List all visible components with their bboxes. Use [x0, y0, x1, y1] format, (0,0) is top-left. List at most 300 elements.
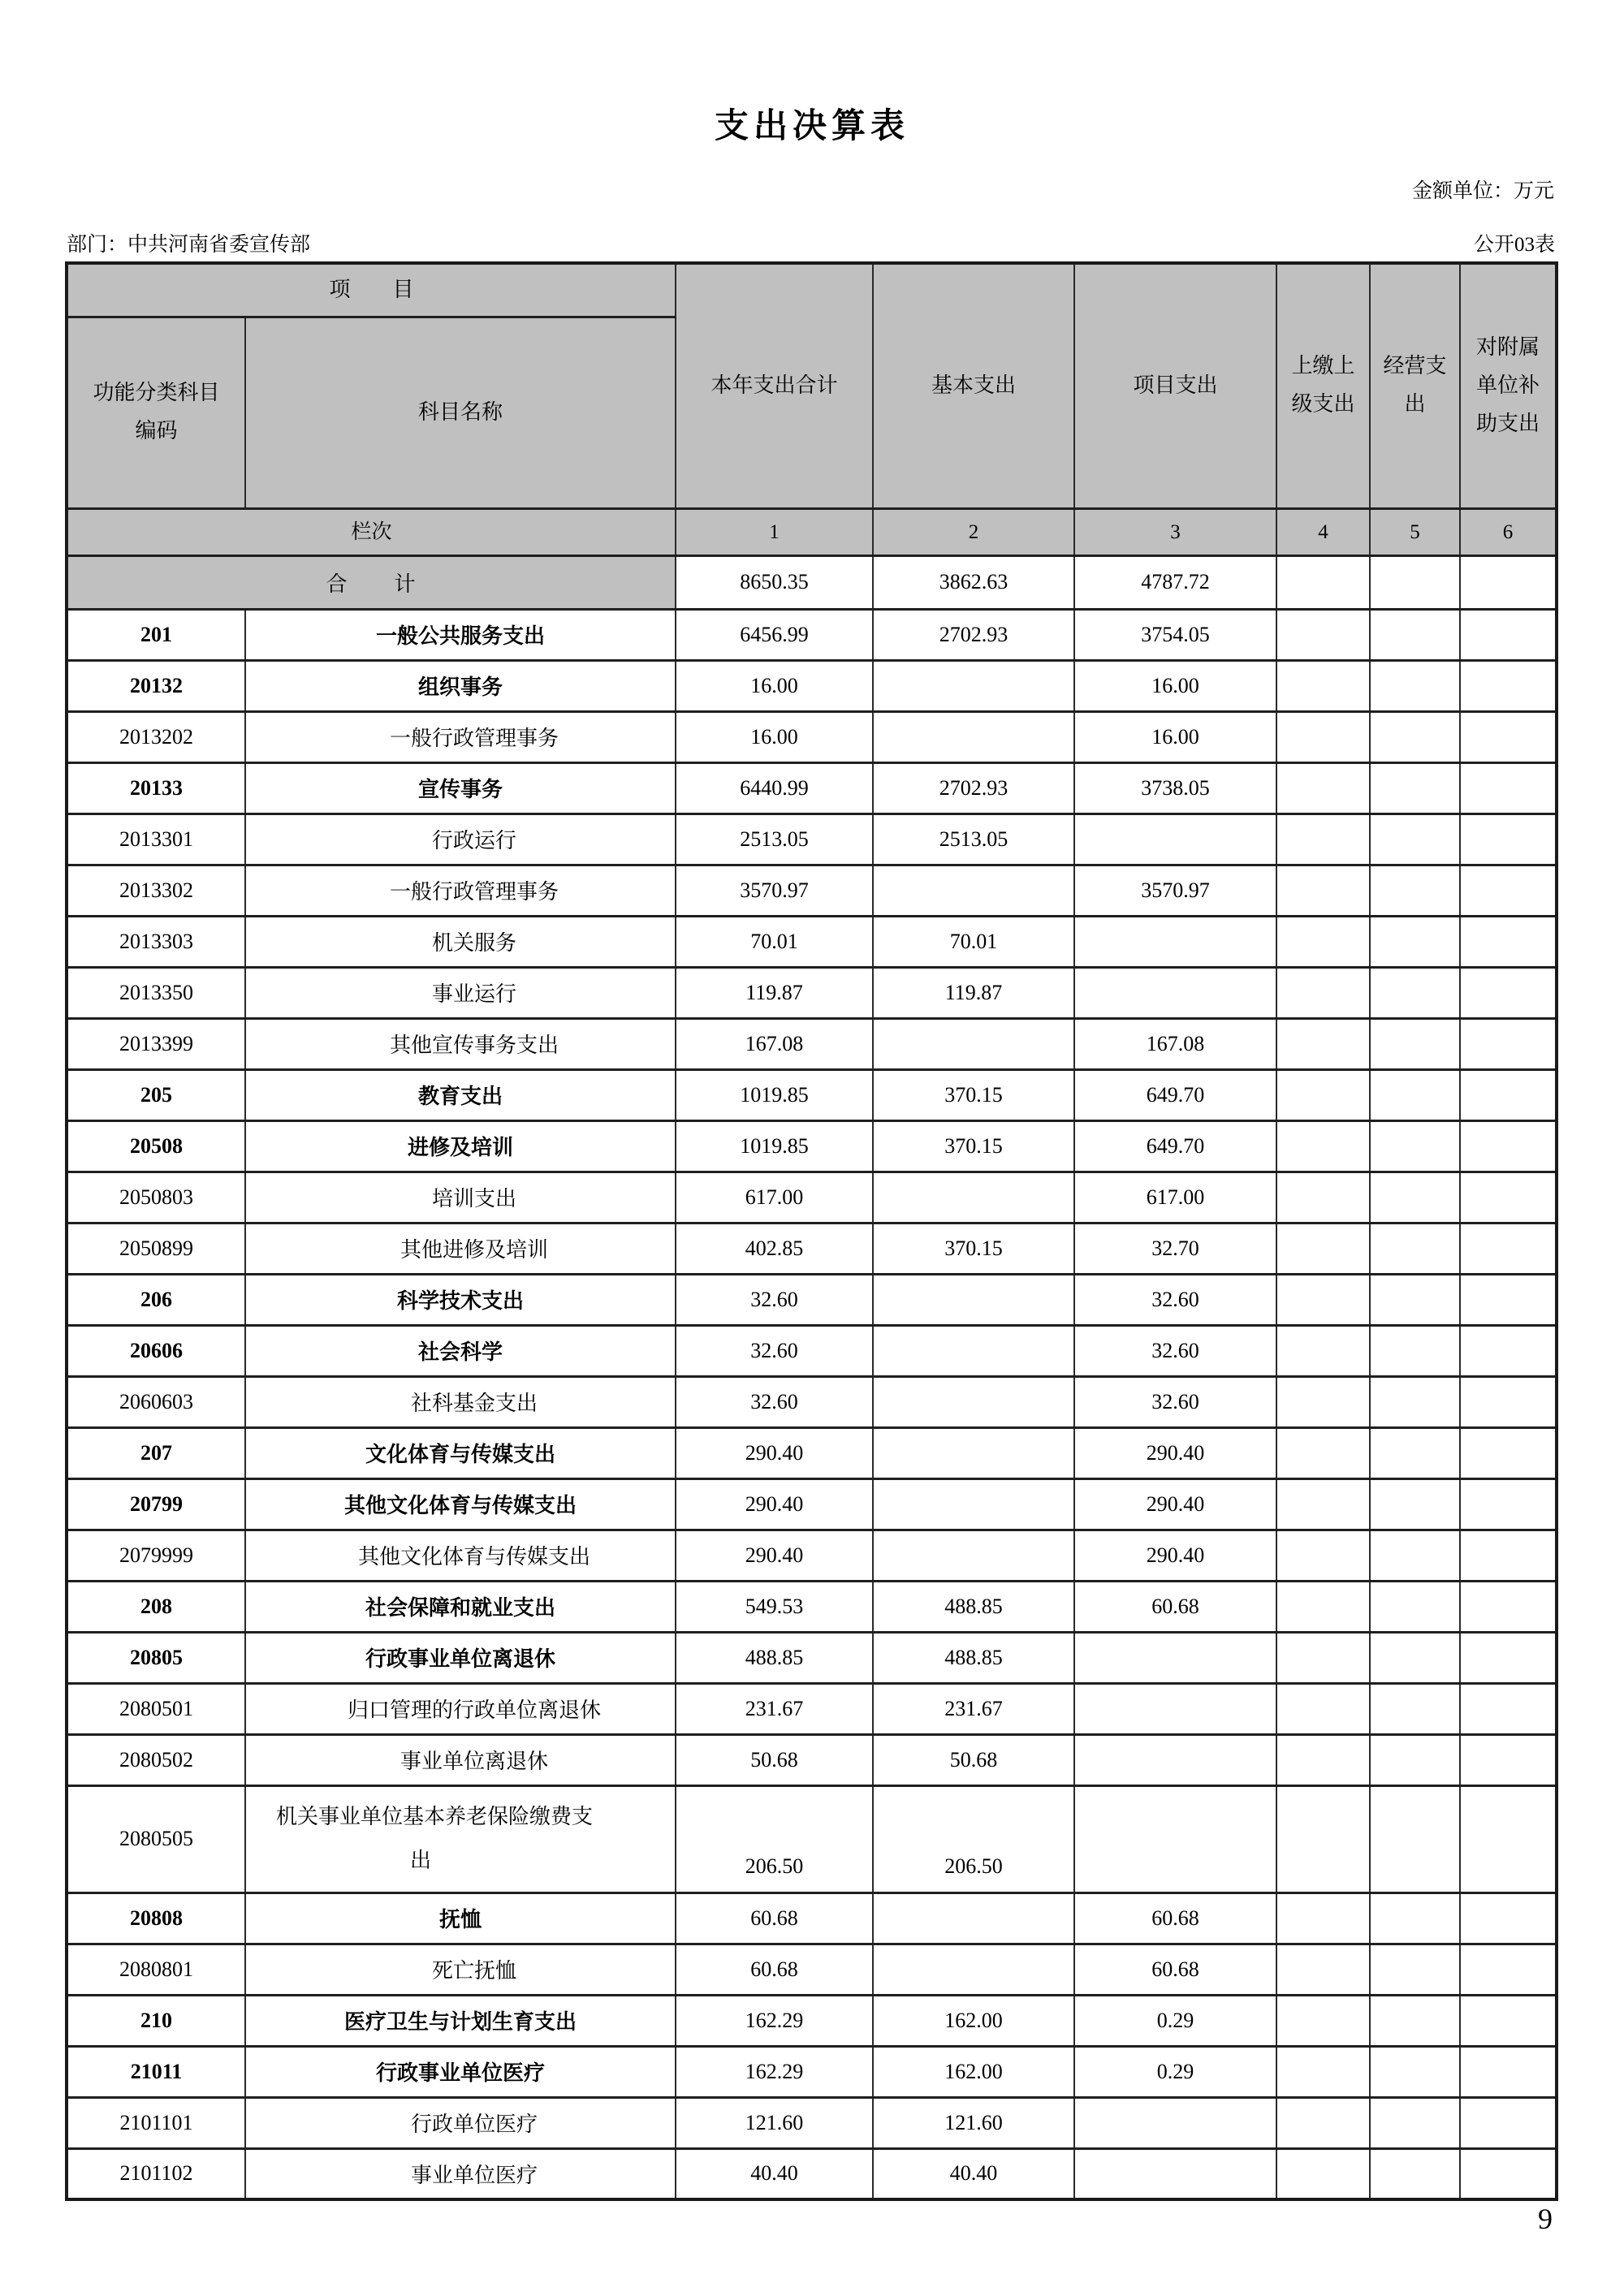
row-value — [1276, 1478, 1370, 1530]
row-value — [1276, 1683, 1370, 1734]
row-name: 机关服务 — [432, 931, 517, 955]
row-code: 206 — [67, 1274, 245, 1325]
row-value — [1460, 1530, 1557, 1581]
row-name: 事业运行 — [432, 982, 517, 1006]
row-value — [1276, 1069, 1370, 1120]
row-value: 32.60 — [676, 1325, 873, 1376]
row-value: 60.68 — [676, 1944, 873, 1995]
row-value — [1276, 1274, 1370, 1325]
row-value — [873, 1325, 1074, 1376]
row-value: 32.60 — [1074, 1274, 1276, 1325]
row-name: 科学技术支出 — [397, 1289, 525, 1313]
row-value — [1276, 2046, 1370, 2097]
row-value — [1370, 2097, 1460, 2148]
row-value — [1460, 1734, 1557, 1785]
header-name-label: 科目名称 — [245, 317, 676, 508]
table-row — [67, 2097, 1557, 2148]
table-row — [67, 814, 1557, 865]
row-value: 32.60 — [1074, 1376, 1276, 1427]
table-row — [67, 1274, 1557, 1325]
row-value: 70.01 — [676, 916, 873, 967]
row-name: 培训支出 — [432, 1187, 517, 1211]
table-row — [67, 1530, 1557, 1581]
row-value: 32.60 — [676, 1274, 873, 1325]
row-value — [873, 1376, 1074, 1427]
row-code: 207 — [67, 1427, 245, 1478]
row-value — [1460, 1944, 1557, 1995]
row-value: 290.40 — [1074, 1478, 1276, 1530]
total-value — [1276, 555, 1370, 609]
row-value: 6456.99 — [676, 609, 873, 660]
row-name: 教育支出 — [418, 1085, 503, 1108]
table-row — [67, 609, 1557, 660]
row-value: 16.00 — [1074, 711, 1276, 762]
total-row — [67, 555, 1557, 609]
row-value — [1276, 814, 1370, 865]
row-value: 3570.97 — [1074, 865, 1276, 916]
row-value — [873, 1018, 1074, 1069]
row-name: 其他文化体育与传媒支出 — [358, 1545, 591, 1569]
row-value — [1276, 609, 1370, 660]
row-code: 2050899 — [67, 1223, 245, 1274]
header-col-total: 本年支出合计 — [676, 263, 873, 508]
row-value — [1460, 2046, 1557, 2097]
row-name: 医疗卫生与计划生育支出 — [344, 2010, 577, 2034]
row-code: 2080502 — [67, 1734, 245, 1785]
row-value — [1276, 1892, 1370, 1944]
row-value: 488.85 — [873, 1581, 1074, 1632]
row-value — [1276, 1581, 1370, 1632]
table-row — [67, 1223, 1557, 1274]
header-col-subsidy: 对附属单位补助支出 — [1460, 263, 1557, 508]
row-value — [1276, 2148, 1370, 2199]
row-value: 119.87 — [873, 967, 1074, 1018]
row-code: 21011 — [67, 2046, 245, 2097]
row-name: 行政单位医疗 — [411, 2113, 538, 2136]
table-row — [67, 1120, 1557, 1172]
row-value: 60.68 — [1074, 1944, 1276, 1995]
row-value — [1370, 1274, 1460, 1325]
row-code: 2013303 — [67, 916, 245, 967]
row-value: 1019.85 — [676, 1120, 873, 1172]
row-value — [1370, 1785, 1460, 1892]
row-code: 205 — [67, 1069, 245, 1120]
row-value — [1370, 1581, 1460, 1632]
row-name: 宣传事务 — [418, 778, 503, 801]
row-value — [1276, 1427, 1370, 1478]
table-row — [67, 1785, 1557, 1892]
row-value — [1074, 814, 1276, 865]
row-value — [873, 1530, 1074, 1581]
row-value: 290.40 — [1074, 1427, 1276, 1478]
row-name: 其他宣传事务支出 — [390, 1034, 559, 1057]
table-row — [67, 1581, 1557, 1632]
table-row — [67, 2148, 1557, 2199]
row-name: 一般公共服务支出 — [376, 624, 546, 648]
row-code: 2080501 — [67, 1683, 245, 1734]
row-value — [1460, 1892, 1557, 1944]
row-value: 231.67 — [873, 1683, 1074, 1734]
row-value: 16.00 — [1074, 660, 1276, 711]
row-value — [1370, 1995, 1460, 2046]
row-value — [873, 1944, 1074, 1995]
table-row — [67, 1683, 1557, 1734]
row-value — [1460, 2097, 1557, 2148]
row-name: 其他进修及培训 — [400, 1238, 549, 1262]
row-value: 32.60 — [1074, 1325, 1276, 1376]
row-value: 488.85 — [873, 1632, 1074, 1683]
row-value — [1460, 1376, 1557, 1427]
row-code: 20805 — [67, 1632, 245, 1683]
row-name: 行政事业单位医疗 — [376, 2061, 546, 2085]
row-value — [1370, 711, 1460, 762]
row-value — [1370, 609, 1460, 660]
row-value — [1370, 814, 1460, 865]
row-value — [1370, 1376, 1460, 1427]
row-name: 一般行政管理事务 — [390, 880, 559, 904]
row-value — [1370, 1734, 1460, 1785]
row-value — [873, 1478, 1074, 1530]
row-value — [1460, 1785, 1557, 1892]
table-row — [67, 1892, 1557, 1944]
row-code: 2013302 — [67, 865, 245, 916]
row-value — [1370, 916, 1460, 967]
row-value — [1074, 1683, 1276, 1734]
row-value: 121.60 — [873, 2097, 1074, 2148]
row-value: 162.00 — [873, 2046, 1074, 2097]
row-value — [1460, 1069, 1557, 1120]
row-value: 32.60 — [676, 1376, 873, 1427]
row-value: 0.29 — [1074, 1995, 1276, 2046]
row-value — [1460, 1274, 1557, 1325]
total-label: 合 计 — [67, 555, 676, 609]
row-code: 2050803 — [67, 1172, 245, 1223]
row-value: 60.68 — [676, 1892, 873, 1944]
row-value — [1370, 1018, 1460, 1069]
row-value: 649.70 — [1074, 1069, 1276, 1120]
row-value: 60.68 — [1074, 1892, 1276, 1944]
row-name: 机关事业单位基本养老保险缴费支出 — [275, 1805, 593, 1872]
total-value: 4787.72 — [1074, 555, 1276, 609]
row-name: 社会科学 — [418, 1340, 503, 1364]
row-code: 20799 — [67, 1478, 245, 1530]
row-name: 行政运行 — [432, 829, 517, 852]
row-value — [1276, 1172, 1370, 1223]
row-value — [1370, 865, 1460, 916]
table-row — [67, 1478, 1557, 1530]
row-name: 社会保障和就业支出 — [365, 1596, 556, 1620]
row-code: 2080505 — [67, 1785, 245, 1892]
row-value — [1074, 1785, 1276, 1892]
row-value: 488.85 — [676, 1632, 873, 1683]
row-value: 60.68 — [1074, 1581, 1276, 1632]
table-row — [67, 1172, 1557, 1223]
row-value — [1460, 1632, 1557, 1683]
row-value — [1276, 865, 1370, 916]
row-name: 组织事务 — [418, 675, 503, 699]
table-row — [67, 1944, 1557, 1995]
row-code: 2101101 — [67, 2097, 245, 2148]
row-value — [1460, 1683, 1557, 1734]
row-code: 20132 — [67, 660, 245, 711]
row-value — [1460, 660, 1557, 711]
table-row — [67, 1734, 1557, 1785]
row-value — [1460, 2148, 1557, 2199]
row-code: 20808 — [67, 1892, 245, 1944]
row-name: 死亡抚恤 — [432, 1959, 517, 1983]
row-code: 2013399 — [67, 1018, 245, 1069]
department-line — [67, 228, 1555, 257]
header-row-top — [67, 263, 1557, 317]
header-col-upper: 上缴上级支出 — [1276, 263, 1370, 508]
row-value — [873, 865, 1074, 916]
row-value — [1276, 1734, 1370, 1785]
row-value — [1074, 1632, 1276, 1683]
row-value — [1370, 2148, 1460, 2199]
row-code: 2060603 — [67, 1376, 245, 1427]
row-value — [1074, 2148, 1276, 2199]
row-name: 进修及培训 — [408, 1136, 514, 1159]
row-value — [873, 1172, 1074, 1223]
row-value: 206.50 — [873, 1785, 1074, 1892]
row-value — [1460, 865, 1557, 916]
row-value — [1276, 1995, 1370, 2046]
row-value: 290.40 — [676, 1530, 873, 1581]
row-value — [1460, 967, 1557, 1018]
row-value — [1460, 1478, 1557, 1530]
row-value: 121.60 — [676, 2097, 873, 2148]
row-value — [1370, 1683, 1460, 1734]
row-value — [1074, 2097, 1276, 2148]
header-code-label: 功能分类科目编码 — [67, 317, 245, 508]
expenditure-table — [65, 261, 1558, 2201]
row-value: 40.40 — [873, 2148, 1074, 2199]
row-value — [1370, 1069, 1460, 1120]
row-value — [1460, 1427, 1557, 1478]
row-value — [1370, 2046, 1460, 2097]
row-value — [1276, 1223, 1370, 1274]
row-value: 3738.05 — [1074, 762, 1276, 814]
row-value: 6440.99 — [676, 762, 873, 814]
row-value — [1460, 1018, 1557, 1069]
row-value: 3754.05 — [1074, 609, 1276, 660]
lanci-label: 栏次 — [67, 508, 676, 555]
row-code: 208 — [67, 1581, 245, 1632]
row-value: 3570.97 — [676, 865, 873, 916]
row-value — [1370, 1223, 1460, 1274]
row-value — [1276, 762, 1370, 814]
column-index: 4 — [1276, 508, 1370, 555]
row-value: 370.15 — [873, 1069, 1074, 1120]
row-code: 2101102 — [67, 2148, 245, 2199]
row-value — [1370, 1172, 1460, 1223]
row-value — [1460, 1120, 1557, 1172]
page-number: 9 — [1538, 2203, 1553, 2235]
row-value: 2513.05 — [873, 814, 1074, 865]
row-value — [1370, 1944, 1460, 1995]
row-value — [1460, 1995, 1557, 2046]
row-value: 2702.93 — [873, 609, 1074, 660]
row-code: 2080801 — [67, 1944, 245, 1995]
table-row — [67, 2046, 1557, 2097]
table-row — [67, 967, 1557, 1018]
row-code: 2013350 — [67, 967, 245, 1018]
row-value: 16.00 — [676, 660, 873, 711]
table-row — [67, 711, 1557, 762]
header-col-operating: 经营支出 — [1370, 263, 1460, 508]
row-value: 649.70 — [1074, 1120, 1276, 1172]
header-col-project: 项目支出 — [1074, 263, 1276, 508]
row-value — [1276, 916, 1370, 967]
total-value — [1460, 555, 1557, 609]
row-value — [1276, 1018, 1370, 1069]
row-name: 社科基金支出 — [411, 1392, 538, 1415]
row-code: 20508 — [67, 1120, 245, 1172]
row-value — [1276, 1376, 1370, 1427]
table-row — [67, 1376, 1557, 1427]
row-value — [1370, 1325, 1460, 1376]
row-value: 162.00 — [873, 1995, 1074, 2046]
total-value: 8650.35 — [676, 555, 873, 609]
row-value — [1370, 1892, 1460, 1944]
row-value: 617.00 — [1074, 1172, 1276, 1223]
row-value: 549.53 — [676, 1581, 873, 1632]
row-value: 290.40 — [1074, 1530, 1276, 1581]
row-code: 2079999 — [67, 1530, 245, 1581]
row-value — [1370, 660, 1460, 711]
row-code: 210 — [67, 1995, 245, 2046]
total-value — [1370, 555, 1460, 609]
row-value: 119.87 — [676, 967, 873, 1018]
row-code: 201 — [67, 609, 245, 660]
row-value — [1276, 967, 1370, 1018]
row-value — [873, 1274, 1074, 1325]
row-value: 162.29 — [676, 1995, 873, 2046]
table-row — [67, 762, 1557, 814]
row-value: 167.08 — [676, 1018, 873, 1069]
row-value — [1460, 762, 1557, 814]
table-row — [67, 1632, 1557, 1683]
row-name: 归口管理的行政单位离退休 — [348, 1698, 602, 1722]
row-code: 20133 — [67, 762, 245, 814]
row-value — [1460, 1223, 1557, 1274]
row-value — [1370, 762, 1460, 814]
row-value: 40.40 — [676, 2148, 873, 2199]
row-value: 50.68 — [873, 1734, 1074, 1785]
row-name: 其他文化体育与传媒支出 — [344, 1494, 577, 1517]
row-value: 206.50 — [676, 1785, 873, 1892]
row-name: 文化体育与传媒支出 — [365, 1443, 556, 1466]
row-name: 事业单位医疗 — [411, 2163, 538, 2187]
header-item-group: 项 目 — [67, 263, 676, 317]
row-value: 402.85 — [676, 1223, 873, 1274]
row-value — [1276, 1530, 1370, 1581]
row-value: 0.29 — [1074, 2046, 1276, 2097]
row-value — [873, 1892, 1074, 1944]
row-value: 167.08 — [1074, 1018, 1276, 1069]
table-row — [67, 1427, 1557, 1478]
row-value: 231.67 — [676, 1683, 873, 1734]
row-value: 370.15 — [873, 1120, 1074, 1172]
row-value: 70.01 — [873, 916, 1074, 967]
row-value — [1370, 1427, 1460, 1478]
column-index-row — [67, 508, 1557, 555]
row-value: 2513.05 — [676, 814, 873, 865]
row-value: 290.40 — [676, 1478, 873, 1530]
row-value — [1276, 711, 1370, 762]
row-code: 20606 — [67, 1325, 245, 1376]
department-label: 部门：中共河南省委宣传部 — [67, 234, 311, 256]
table-row — [67, 916, 1557, 967]
amount-unit-note: 金额单位：万元 — [1411, 180, 1554, 202]
row-code: 2013301 — [67, 814, 245, 865]
row-value — [1370, 1632, 1460, 1683]
column-index: 2 — [873, 508, 1074, 555]
row-value — [1074, 1734, 1276, 1785]
row-value: 32.70 — [1074, 1223, 1276, 1274]
row-value: 1019.85 — [676, 1069, 873, 1120]
column-index: 6 — [1460, 508, 1557, 555]
row-value: 370.15 — [873, 1223, 1074, 1274]
row-code: 2013202 — [67, 711, 245, 762]
row-value: 16.00 — [676, 711, 873, 762]
table-row — [67, 1018, 1557, 1069]
column-index: 5 — [1370, 508, 1460, 555]
row-value — [1074, 916, 1276, 967]
row-value — [1276, 1785, 1370, 1892]
row-value: 2702.93 — [873, 762, 1074, 814]
row-value: 290.40 — [676, 1427, 873, 1478]
row-name: 事业单位离退休 — [400, 1750, 549, 1773]
row-value — [1370, 1120, 1460, 1172]
row-name: 行政事业单位离退休 — [365, 1647, 556, 1671]
table-row — [67, 1069, 1557, 1120]
row-value: 50.68 — [676, 1734, 873, 1785]
row-name: 一般行政管理事务 — [390, 727, 559, 750]
row-value: 162.29 — [676, 2046, 873, 2097]
table-row — [67, 1325, 1557, 1376]
row-value — [873, 711, 1074, 762]
header-col-basic: 基本支出 — [873, 263, 1074, 508]
row-value — [1460, 711, 1557, 762]
column-index: 3 — [1074, 508, 1276, 555]
total-value: 3862.63 — [873, 555, 1074, 609]
row-value — [1276, 660, 1370, 711]
page-title: 支出决算表 — [714, 108, 909, 145]
table-code-label: 公开03表 — [1473, 234, 1555, 256]
row-value — [1276, 1944, 1370, 1995]
row-value — [1460, 1172, 1557, 1223]
row-value — [873, 660, 1074, 711]
row-name: 抚恤 — [439, 1908, 482, 1931]
row-value — [1460, 1325, 1557, 1376]
table-row — [67, 1995, 1557, 2046]
row-value — [1276, 1120, 1370, 1172]
row-value — [1370, 967, 1460, 1018]
row-value — [1276, 1632, 1370, 1683]
row-value — [1460, 814, 1557, 865]
table-row — [67, 660, 1557, 711]
row-value — [1460, 609, 1557, 660]
row-value — [1460, 916, 1557, 967]
table-row — [67, 865, 1557, 916]
row-value — [873, 1427, 1074, 1478]
row-value — [1276, 1325, 1370, 1376]
row-value: 617.00 — [676, 1172, 873, 1223]
column-index: 1 — [676, 508, 873, 555]
row-value — [1370, 1530, 1460, 1581]
row-value — [1370, 1478, 1460, 1530]
